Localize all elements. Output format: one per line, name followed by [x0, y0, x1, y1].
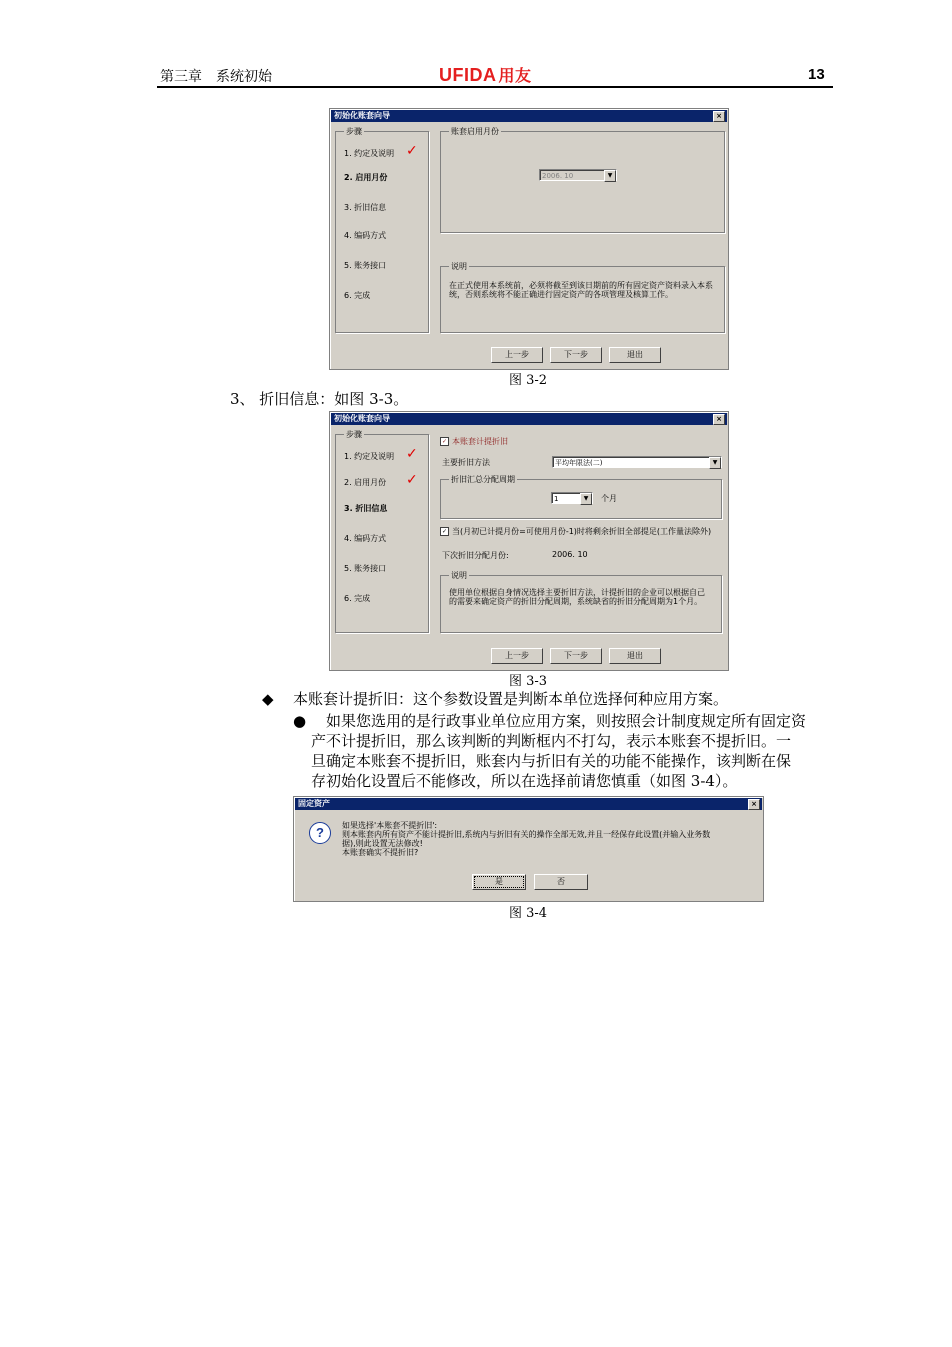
step-item-6: 6. 完成 — [344, 291, 371, 300]
start-month-combo[interactable] — [539, 169, 617, 181]
dialog-titlebar — [331, 413, 727, 425]
period-group-label: 折旧汇总分配周期 — [451, 475, 515, 484]
chevron-down-icon[interactable]: ▼ — [604, 170, 616, 182]
step-item-2: 2. 启用月份 — [344, 173, 388, 182]
period-unit: 个月 — [601, 494, 617, 503]
wizard-dialog-start-month — [329, 108, 729, 370]
step-item-4: 4. 编码方式 — [344, 231, 387, 240]
close-icon[interactable]: × — [713, 111, 725, 122]
step-item-5: 5. 账务接口 — [344, 261, 387, 270]
yes-button[interactable]: 是 — [472, 874, 526, 890]
depreciate-checkbox[interactable] — [440, 436, 508, 447]
page-number: 13 — [808, 66, 825, 83]
period-value: 1 — [554, 495, 559, 503]
next-button[interactable]: 下一步 — [550, 347, 602, 363]
message-line-2: 则本账套内所有资产不能计提折旧,系统内与折旧有关的操作全部无效,并且一经保存此设置(并输入业务数 — [342, 830, 711, 839]
bullet-depreciate-param: 本账套计提折旧：这个参数设置是判断本单位选择何种应用方案。 — [293, 690, 729, 708]
figure-caption-3-4: 图 3-4 — [509, 906, 548, 921]
dialog-title: 固定资产 — [298, 799, 330, 808]
description-text: 在正式使用本系统前，必须将截至到该日期前的所有固定资产资料录入本系统，否则系统将不能正确进行固定资产的各项管理及核算工作。 — [449, 281, 713, 299]
depreciation-method-select[interactable] — [552, 456, 722, 468]
bullet-line-3: 旦确定本账套不提折旧，账套内与折旧有关的功能不能操作，该判断在保 — [311, 752, 792, 770]
chevron-down-icon[interactable]: ▼ — [580, 493, 592, 505]
description-text: 使用单位根据自身情况选择主要折旧方法，计提折旧的企业可以根据自己的需要来确定资产的折旧分配周期，系统缺省的折旧分配周期为1个月。 — [449, 588, 705, 606]
bullet-line-2: 产不计提折旧，那么该判断的判断框内不打勾，表示本账套不提折旧。一 — [311, 732, 792, 750]
question-icon: ? — [309, 822, 331, 844]
step-item-5: 5. 账务接口 — [344, 564, 387, 573]
checkmark-icon: ✓ — [406, 472, 418, 488]
next-button[interactable]: 下一步 — [550, 648, 602, 664]
chevron-down-icon[interactable]: ▼ — [709, 457, 721, 469]
close-icon[interactable]: × — [748, 799, 760, 810]
period-group — [440, 475, 722, 519]
prev-button[interactable]: 上一步 — [491, 347, 543, 363]
diamond-bullet-icon: ◆ — [262, 690, 274, 708]
checkmark-icon: ✓ — [406, 446, 418, 462]
dialog-title: 初始化账套向导 — [334, 111, 390, 120]
checkbox-checked-icon[interactable]: ✓ — [441, 438, 448, 445]
step-item-3: 3. 折旧信息 — [344, 203, 387, 212]
method-label: 主要折旧方法 — [442, 458, 490, 467]
logo-text-en: UFIDA — [439, 65, 497, 85]
steps-label: 步骤 — [346, 430, 362, 439]
description-group — [440, 262, 725, 333]
steps-label: 步骤 — [346, 127, 362, 136]
step-item-4: 4. 编码方式 — [344, 534, 387, 543]
section-heading: 3、 折旧信息：如图 3-3。 — [230, 390, 409, 408]
exit-button[interactable]: 退出 — [609, 648, 661, 664]
description-group — [440, 571, 722, 633]
figure-caption-3-2: 图 3-2 — [509, 373, 548, 388]
next-alloc-value: 2006. 10 — [552, 550, 588, 559]
checkbox-checked-icon[interactable]: ✓ — [441, 528, 448, 535]
dot-bullet-icon: ● — [293, 712, 307, 730]
method-value: 平均年限法(二) — [555, 459, 603, 467]
header-rule — [157, 86, 833, 88]
remaining-depreciation-label: 当(月初已计提月份=可使用月份-1)时将剩余折旧全部提足(工作量法除外) — [452, 527, 712, 536]
checkmark-icon: ✓ — [406, 143, 418, 159]
start-month-group — [440, 127, 725, 233]
remaining-depreciation-checkbox[interactable] — [440, 526, 711, 537]
prev-button[interactable]: 上一步 — [491, 648, 543, 664]
steps-group — [335, 430, 429, 633]
confirm-dialog-fixed-assets — [293, 796, 764, 902]
dialog-titlebar — [331, 110, 727, 122]
start-month-label: 账套启用月份 — [451, 127, 499, 136]
ufida-logo — [439, 63, 532, 86]
message-line-3: 据),则此设置无法修改! — [342, 839, 423, 848]
chapter-title: 第三章 系统初始 — [160, 69, 272, 85]
step-item-6: 6. 完成 — [344, 594, 371, 603]
step-item-1: 1. 约定及说明 — [344, 452, 395, 461]
bullet-line-1: 如果您选用的是行政事业单位应用方案，则按照会计制度规定所有固定资 — [326, 712, 807, 730]
period-select[interactable] — [551, 492, 593, 504]
start-month-value: 2006. 10 — [542, 172, 574, 180]
figure-caption-3-3: 图 3-3 — [509, 674, 548, 689]
steps-group — [335, 127, 429, 333]
step-item-1: 1. 约定及说明 — [344, 149, 395, 158]
exit-button[interactable]: 退出 — [609, 347, 661, 363]
dialog-titlebar — [295, 798, 762, 810]
step-item-2: 2. 启用月份 — [344, 478, 387, 487]
depreciate-checkbox-label: 本账套计提折旧 — [452, 437, 508, 446]
no-button[interactable]: 否 — [534, 874, 588, 890]
next-alloc-label: 下次折旧分配月份: — [442, 551, 509, 560]
bullet-line-4: 存初始化设置后不能修改，所以在选择前请您慎重（如图 3-4）。 — [311, 772, 738, 790]
logo-text-cn: 用友 — [498, 66, 532, 85]
dialog-title: 初始化账套向导 — [334, 414, 390, 423]
description-label: 说明 — [451, 262, 467, 271]
wizard-dialog-depreciation — [329, 411, 729, 671]
close-icon[interactable]: × — [713, 414, 725, 425]
message-line-1: 如果选择'本账套不提折旧': — [342, 821, 438, 830]
description-label: 说明 — [451, 571, 467, 580]
message-line-4: 本账套确实不提折旧? — [342, 848, 419, 857]
step-item-3: 3. 折旧信息 — [344, 504, 388, 513]
